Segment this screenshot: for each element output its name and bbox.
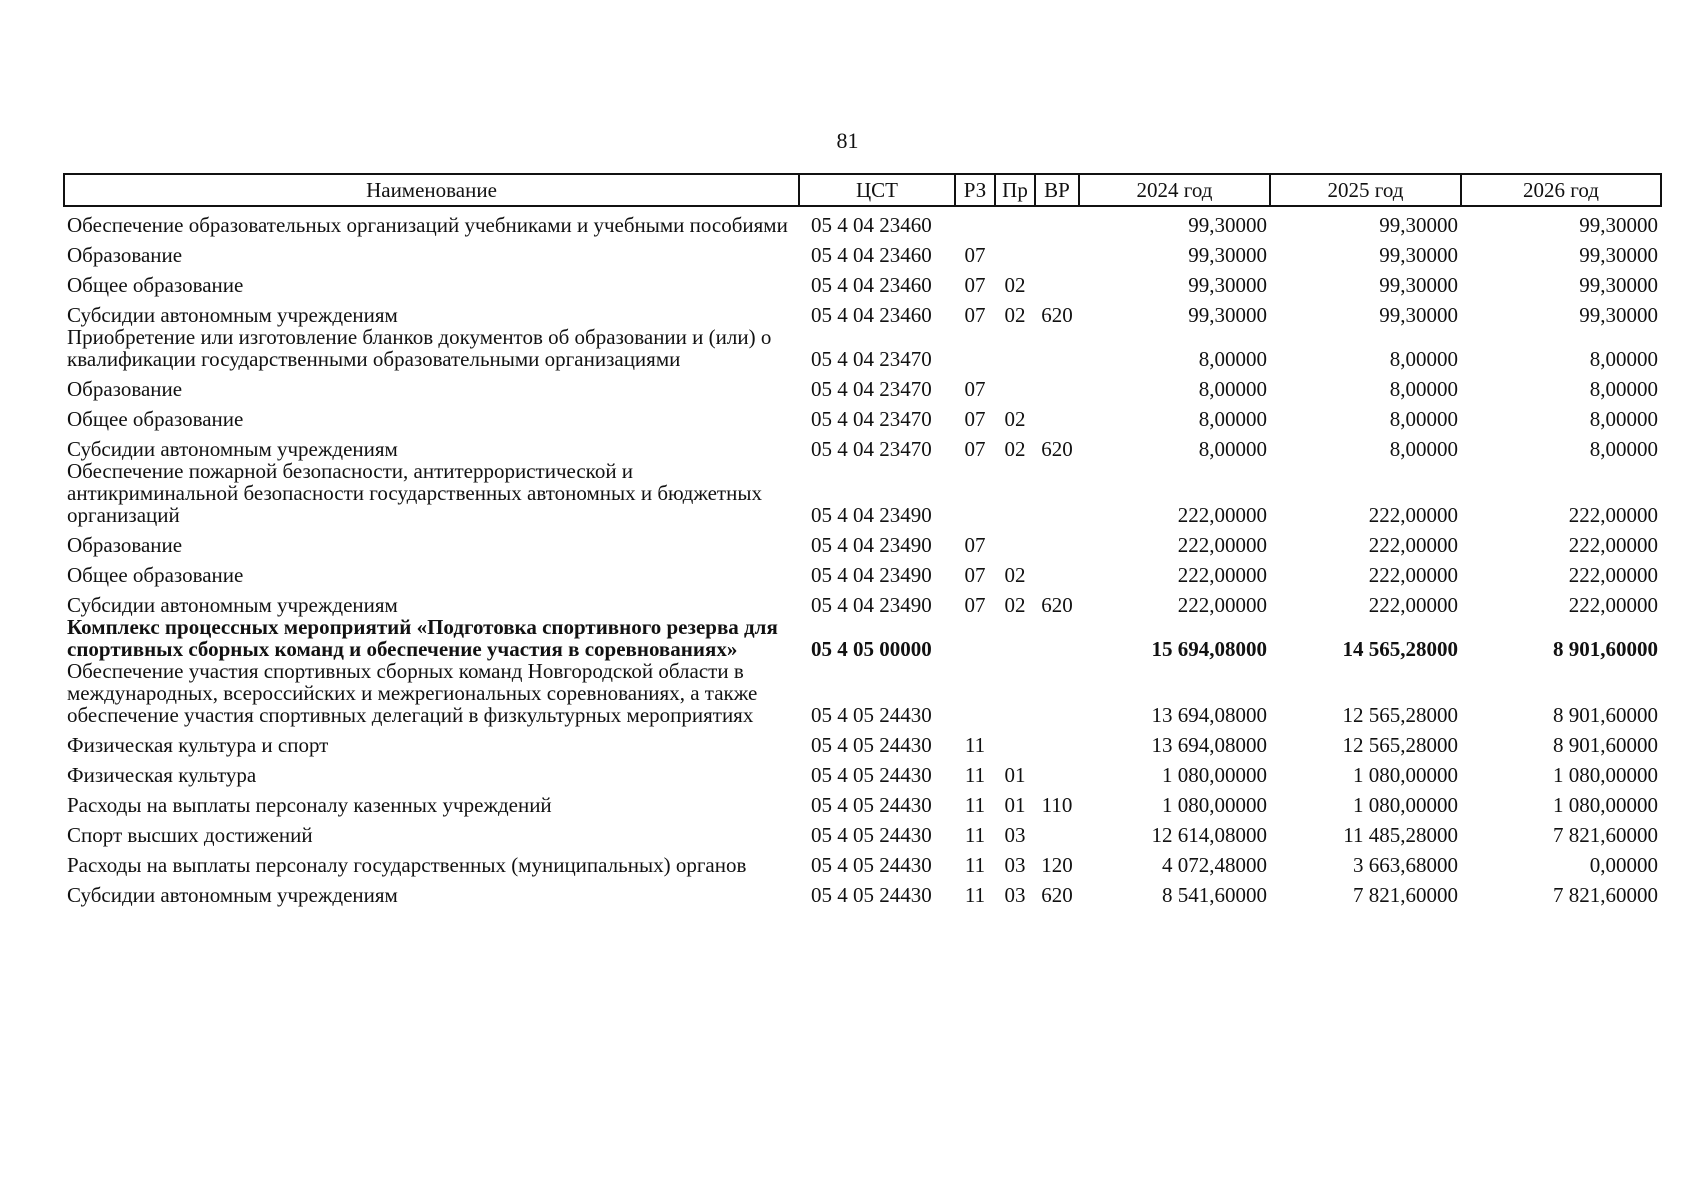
row-vr [1035,400,1079,430]
row-cst: 05 4 04 23460 [811,303,932,327]
row-value-2026: 222,00000 [1568,593,1658,617]
row-pr: 03 [1004,883,1026,907]
table-row [64,266,1661,296]
row-cst: 05 4 05 24430 [811,703,932,727]
table-row [64,846,1661,876]
page-number: 81 [836,128,859,153]
row-value-2024: 222,00000 [1177,503,1267,527]
row-value-2025: 222,00000 [1368,503,1458,527]
row-name: Обеспечение образовательных организаций учебниками и учебными пособиями [67,213,788,237]
row-pr: 01 [1004,763,1026,787]
header-row [64,174,1661,206]
table-row [64,616,1661,660]
budget-table [63,173,1662,906]
row-name: Общее образование [67,407,244,431]
table-row [64,236,1661,266]
table-row [64,726,1661,756]
row-pr [995,660,1035,726]
row-cst: 05 4 04 23490 [811,593,932,617]
row-name: Субсидии автономным учреждениям [67,303,398,327]
row-cst: 05 4 05 24430 [811,823,932,847]
row-value-2025: 8,00000 [1389,407,1458,431]
row-rz [955,616,995,660]
row-cst: 05 4 04 23470 [811,377,932,401]
row-rz: 07 [964,533,986,557]
row-value-2024: 8,00000 [1198,407,1267,431]
row-value-2025: 222,00000 [1368,593,1458,617]
row-rz: 07 [964,377,986,401]
table-row [64,756,1661,786]
table-row [64,586,1661,616]
row-name: Образование [67,377,183,401]
row-cst: 05 4 04 23470 [811,347,932,371]
row-cst: 05 4 04 23460 [811,273,932,297]
row-pr: 02 [1004,303,1026,327]
row-vr: 120 [1041,853,1073,877]
row-value-2026: 99,30000 [1579,243,1658,267]
header-pr: Пр [995,174,1035,206]
row-vr [1035,206,1079,236]
row-value-2024: 12 614,08000 [1151,823,1267,847]
row-vr [1035,370,1079,400]
row-vr [1035,236,1079,266]
row-rz: 11 [964,823,986,847]
row-cst: 05 4 05 24430 [811,733,932,757]
row-pr: 02 [1004,437,1026,461]
row-value-2024: 8 541,60000 [1162,883,1267,907]
row-value-2026: 8,00000 [1589,407,1658,431]
header-vr: ВР [1035,174,1079,206]
row-value-2024: 8,00000 [1198,347,1267,371]
row-value-2025: 99,30000 [1379,273,1458,297]
row-pr: 01 [1004,793,1026,817]
row-rz: 07 [964,407,986,431]
table-row [64,660,1661,726]
row-vr [1035,726,1079,756]
row-value-2026: 8 901,60000 [1553,733,1658,757]
row-pr [995,236,1035,266]
row-rz: 07 [964,437,986,461]
row-value-2024: 15 694,08000 [1151,637,1267,661]
table-row [64,370,1661,400]
row-rz: 11 [964,793,986,817]
row-cst: 05 4 04 23490 [811,533,932,557]
row-value-2025: 8,00000 [1389,347,1458,371]
row-value-2024: 4 072,48000 [1162,853,1267,877]
table-row [64,400,1661,430]
row-pr: 03 [1004,823,1026,847]
row-pr [995,206,1035,236]
row-name: Общее образование [67,563,244,587]
header-2025: 2025 год [1270,174,1461,206]
row-rz [955,206,995,236]
row-name: Обеспечение пожарной безопасности, антитеррористической и антикриминальной безопасности государственных автономных и бюджетных организаций [67,459,762,527]
row-cst: 05 4 05 24430 [811,883,932,907]
header-name: Наименование [64,174,799,206]
row-cst: 05 4 05 24430 [811,763,932,787]
row-cst: 05 4 05 24430 [811,853,932,877]
row-value-2026: 99,30000 [1579,273,1658,297]
row-cst: 05 4 04 23470 [811,407,932,431]
row-value-2026: 8,00000 [1589,377,1658,401]
row-value-2026: 99,30000 [1579,213,1658,237]
table-row [64,296,1661,326]
row-rz: 11 [964,853,986,877]
row-name: Субсидии автономным учреждениям [67,437,398,461]
row-pr: 03 [1004,853,1026,877]
row-rz: 11 [964,763,986,787]
table-row [64,430,1661,460]
row-value-2024: 13 694,08000 [1151,703,1267,727]
table-header [64,174,1661,206]
row-vr [1035,326,1079,370]
row-name: Образование [67,243,183,267]
row-value-2024: 13 694,08000 [1151,733,1267,757]
row-rz: 11 [964,733,986,757]
row-name: Образование [67,533,183,557]
row-value-2024: 99,30000 [1188,243,1267,267]
row-pr [995,616,1035,660]
table-row [64,556,1661,586]
table-row [64,816,1661,846]
row-vr [1035,816,1079,846]
row-rz: 11 [964,883,986,907]
row-value-2025: 99,30000 [1379,213,1458,237]
header-cst: ЦСТ [799,174,955,206]
row-cst: 05 4 04 23460 [811,243,932,267]
row-value-2025: 8,00000 [1389,377,1458,401]
row-vr [1035,526,1079,556]
row-name: Приобретение или изготовление бланков документов об образовании и (или) о квалификации государственными образовательными организациями [67,325,772,371]
row-rz [955,326,995,370]
table-row [64,326,1661,370]
header-2024: 2024 год [1079,174,1270,206]
row-value-2026: 7 821,60000 [1553,883,1658,907]
row-value-2026: 1 080,00000 [1553,793,1658,817]
row-value-2026: 0,00000 [1589,853,1658,877]
row-value-2024: 222,00000 [1177,593,1267,617]
row-value-2026: 222,00000 [1568,503,1658,527]
row-value-2025: 1 080,00000 [1353,763,1458,787]
row-pr: 02 [1004,407,1026,431]
row-rz: 07 [964,563,986,587]
row-name: Расходы на выплаты персоналу казенных учреждений [67,793,552,817]
row-value-2026: 8,00000 [1589,437,1658,461]
row-name: Субсидии автономным учреждениям [67,593,398,617]
row-pr [995,326,1035,370]
row-vr: 620 [1041,883,1073,907]
table-row [64,876,1661,906]
row-vr: 620 [1041,437,1073,461]
row-value-2026: 8,00000 [1589,347,1658,371]
row-cst: 05 4 04 23470 [811,437,932,461]
row-rz: 07 [964,273,986,297]
row-pr [995,726,1035,756]
row-pr [995,370,1035,400]
row-value-2025: 12 565,28000 [1342,703,1458,727]
row-cst: 05 4 04 23460 [811,213,932,237]
table-body [64,206,1661,906]
row-value-2024: 8,00000 [1198,377,1267,401]
row-value-2025: 222,00000 [1368,533,1458,557]
row-rz: 07 [964,593,986,617]
row-vr [1035,616,1079,660]
row-value-2026: 222,00000 [1568,563,1658,587]
row-value-2024: 99,30000 [1188,303,1267,327]
row-cst: 05 4 04 23490 [811,503,932,527]
row-value-2024: 99,30000 [1188,213,1267,237]
row-value-2026: 7 821,60000 [1553,823,1658,847]
table-row [64,206,1661,236]
row-vr [1035,460,1079,526]
row-name: Физическая культура и спорт [67,733,329,757]
row-cst: 05 4 05 24430 [811,793,932,817]
row-value-2024: 8,00000 [1198,437,1267,461]
row-vr: 110 [1041,793,1073,817]
row-cst: 05 4 04 23490 [811,563,932,587]
row-name: Субсидии автономным учреждениям [67,883,398,907]
table-row [64,786,1661,816]
row-vr: 620 [1041,303,1073,327]
row-pr [995,526,1035,556]
header-rz: РЗ [955,174,995,206]
row-value-2026: 222,00000 [1568,533,1658,557]
row-pr: 02 [1004,273,1026,297]
row-name: Спорт высших достижений [67,823,313,847]
row-vr: 620 [1041,593,1073,617]
row-vr [1035,660,1079,726]
row-value-2025: 99,30000 [1379,303,1458,327]
row-value-2024: 222,00000 [1177,563,1267,587]
table-row [64,460,1661,526]
row-value-2025: 7 821,60000 [1353,883,1458,907]
row-value-2025: 3 663,68000 [1353,853,1458,877]
row-name: Физическая культура [67,763,257,787]
row-pr: 02 [1004,593,1026,617]
row-vr [1035,756,1079,786]
row-name: Обеспечение участия спортивных сборных команд Новгородской области в международных, всероссийских и межрегиональных соревнованиях, а также обеспечение участия спортивных делегаций в физкультурных мероприятиях [67,659,758,727]
row-rz [955,660,995,726]
row-value-2026: 8 901,60000 [1553,703,1658,727]
row-value-2026: 1 080,00000 [1553,763,1658,787]
row-value-2025: 8,00000 [1389,437,1458,461]
row-name: Общее образование [67,273,244,297]
row-rz [955,460,995,526]
row-rz: 07 [964,243,986,267]
row-value-2026: 99,30000 [1579,303,1658,327]
row-rz: 07 [964,303,986,327]
row-pr: 02 [1004,563,1026,587]
row-value-2024: 1 080,00000 [1162,793,1267,817]
row-value-2025: 99,30000 [1379,243,1458,267]
table-row [64,526,1661,556]
header-2026: 2026 год [1461,174,1661,206]
row-value-2025: 11 485,28000 [1343,823,1458,847]
row-value-2025: 12 565,28000 [1342,733,1458,757]
row-value-2024: 1 080,00000 [1162,763,1267,787]
row-value-2026: 8 901,60000 [1553,637,1658,661]
row-vr [1035,266,1079,296]
row-name: Комплекс процессных мероприятий «Подготовка спортивного резерва для спортивных сборных команд и обеспечение участия в соревнованиях» [67,615,778,661]
row-vr [1035,556,1079,586]
row-value-2025: 1 080,00000 [1353,793,1458,817]
row-value-2024: 222,00000 [1177,533,1267,557]
row-pr [995,460,1035,526]
row-value-2024: 99,30000 [1188,273,1267,297]
row-value-2025: 222,00000 [1368,563,1458,587]
row-name: Расходы на выплаты персоналу государственных (муниципальных) органов [67,853,747,877]
row-value-2025: 14 565,28000 [1342,637,1458,661]
row-cst: 05 4 05 00000 [811,637,932,661]
